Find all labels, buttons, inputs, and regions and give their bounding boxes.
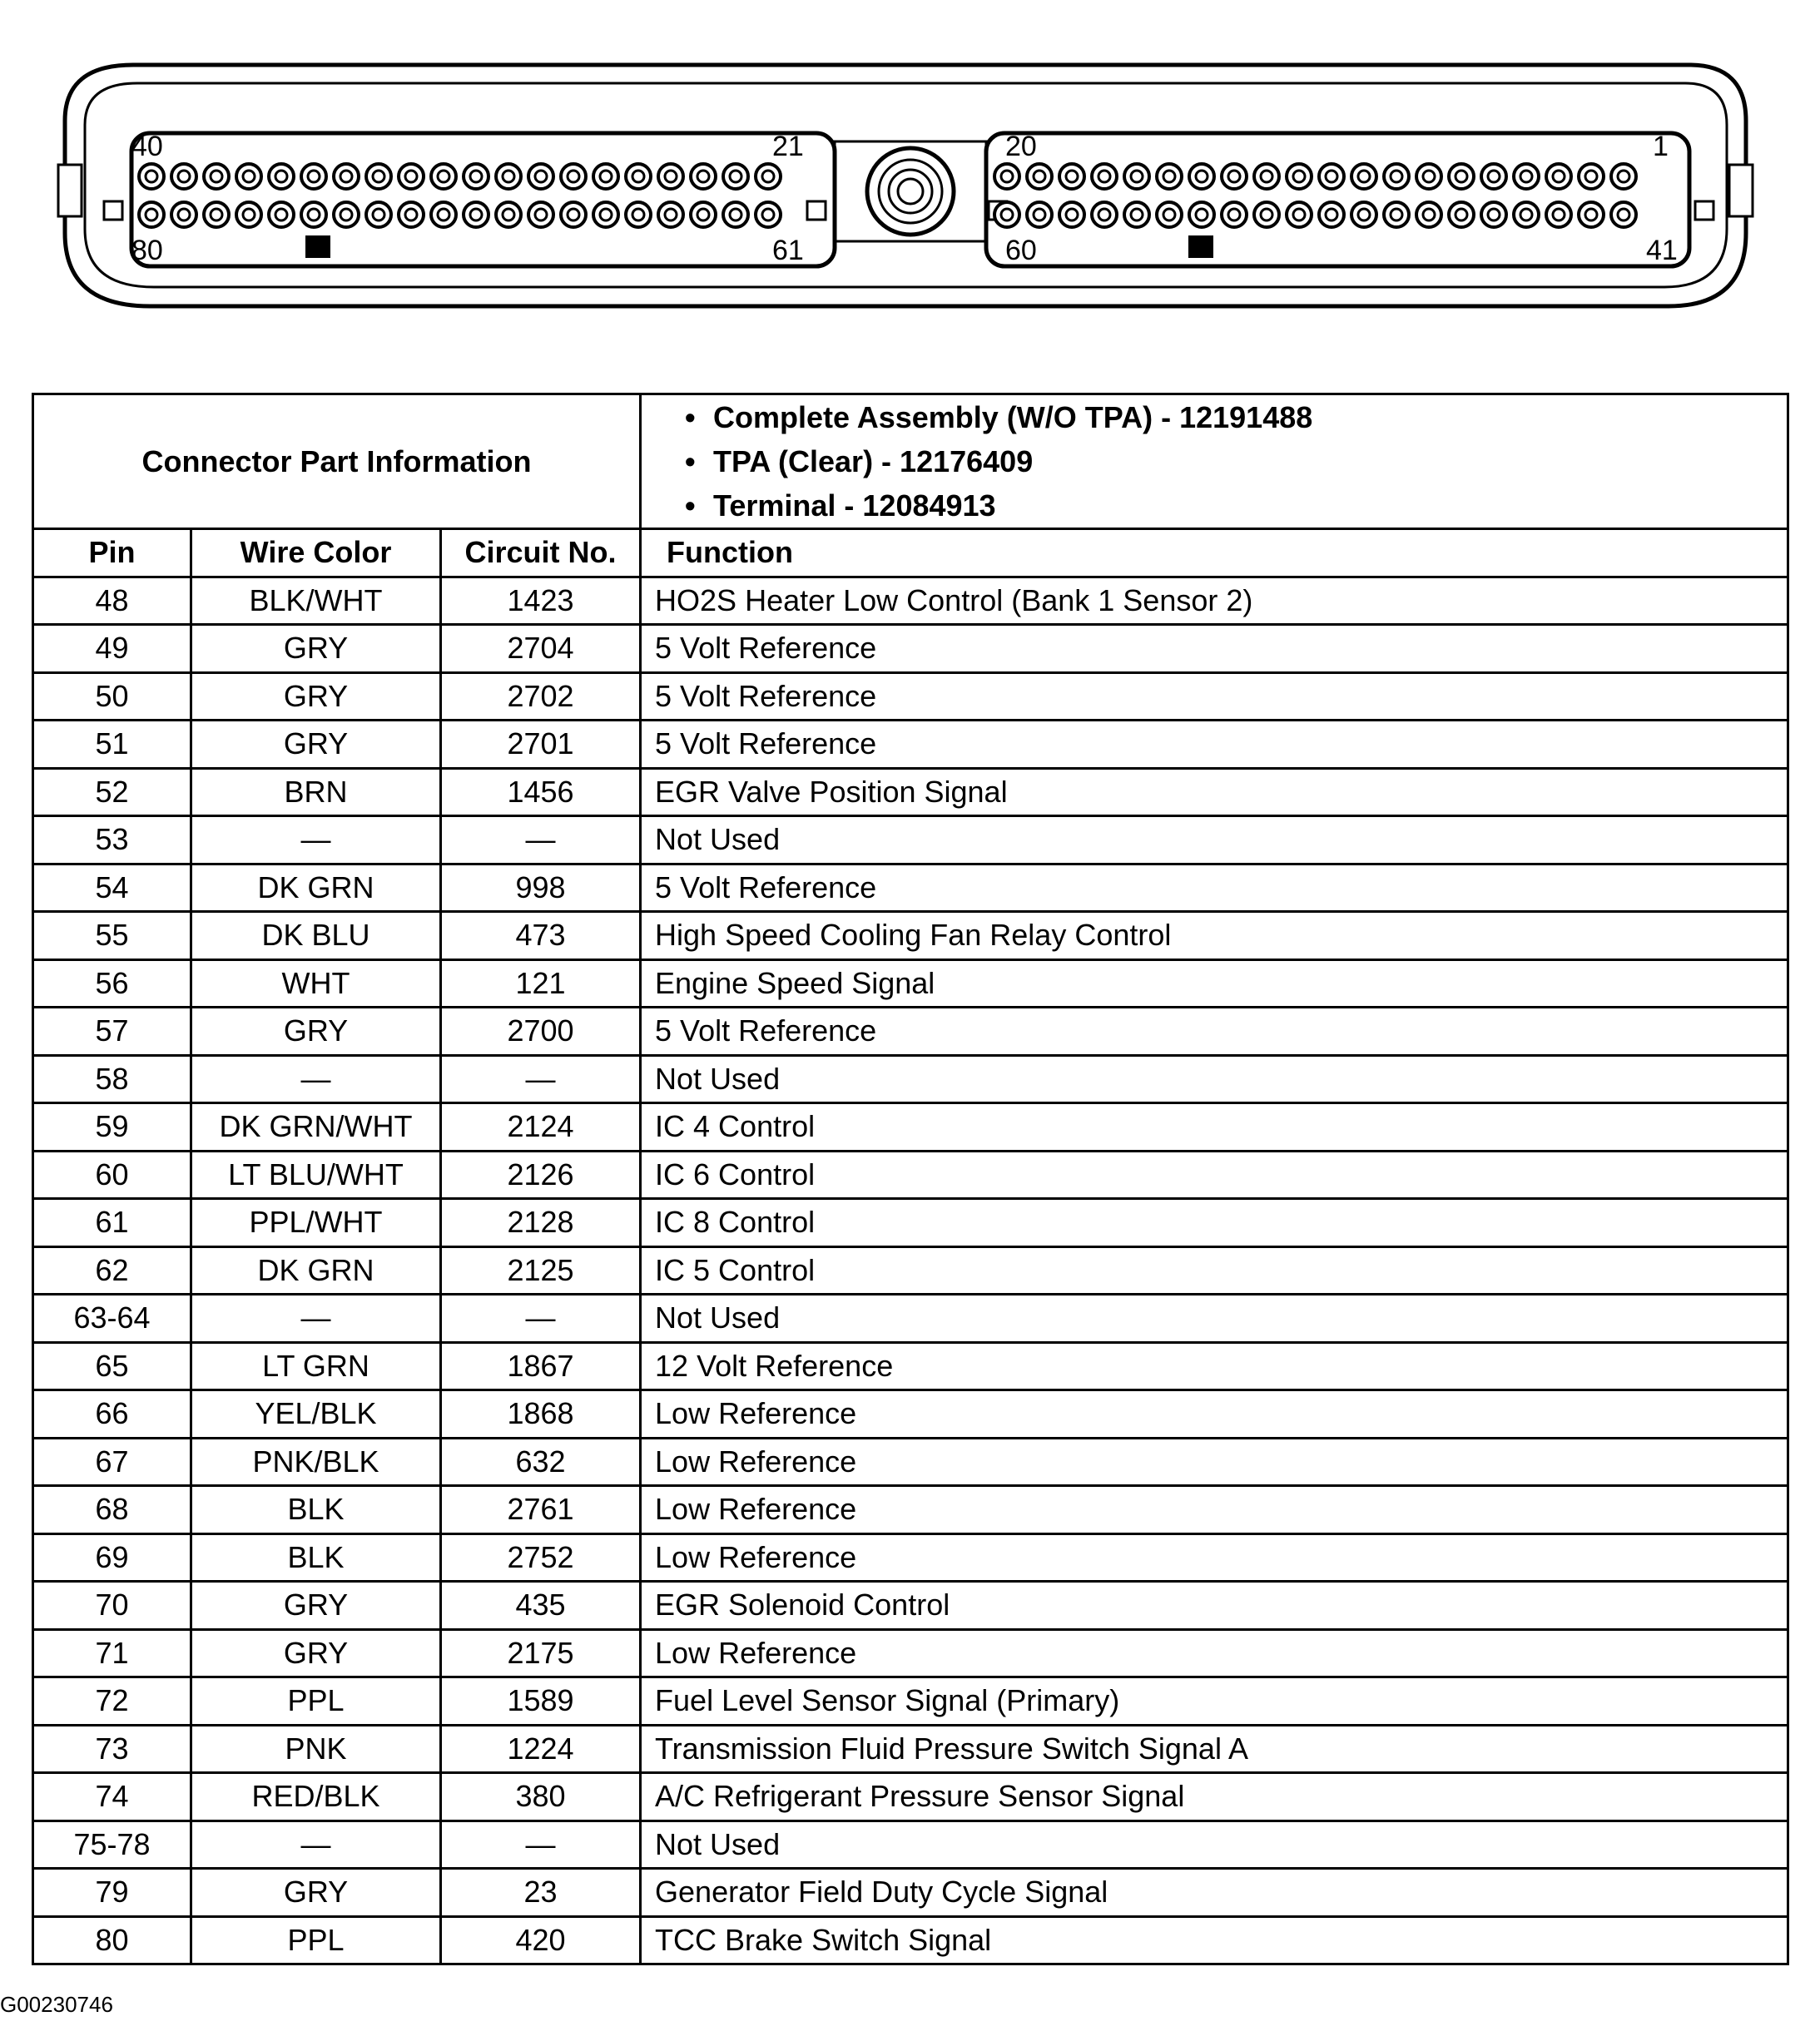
- function-cell: EGR Solenoid Control: [641, 1582, 1788, 1630]
- pin-socket-left: [399, 164, 424, 189]
- pin-socket-right: [1449, 202, 1474, 227]
- wire-color-cell: PPL: [191, 1677, 441, 1726]
- pin-socket-left: [431, 202, 456, 227]
- circuit-no-cell: —: [441, 1821, 641, 1869]
- pin-socket-left: [171, 202, 196, 227]
- pin-socket-left: [139, 164, 164, 189]
- part-info-list: [641, 394, 1788, 529]
- pin-socket-right: [1514, 164, 1539, 189]
- pin-socket-right: [1157, 202, 1182, 227]
- function-cell: IC 8 Control: [641, 1199, 1788, 1247]
- wire-color-cell: DK GRN: [191, 1246, 441, 1295]
- pin-socket-right: [1319, 202, 1344, 227]
- circuit-no-cell: 2701: [441, 721, 641, 769]
- function-cell: Not Used: [641, 1055, 1788, 1103]
- function-cell: Transmission Fluid Pressure Switch Signal A: [641, 1725, 1788, 1773]
- table-row: [33, 1533, 1788, 1582]
- pin-socket-left: [756, 164, 781, 189]
- circuit-no-cell: 2124: [441, 1103, 641, 1152]
- table-row: [33, 1869, 1788, 1917]
- pin-socket-left: [171, 164, 196, 189]
- right-key-mark: [1188, 235, 1213, 258]
- pin-socket-right: [1092, 164, 1117, 189]
- header-wire-color: Wire Color: [191, 529, 441, 577]
- pin-socket-left: [269, 202, 294, 227]
- pin-socket-left: [691, 164, 716, 189]
- pin-cell: 67: [33, 1438, 191, 1486]
- pin-socket-left: [561, 202, 586, 227]
- wire-color-cell: —: [191, 1055, 441, 1103]
- pin-socket-left: [464, 164, 488, 189]
- label-pin-80: 80: [131, 235, 163, 266]
- function-cell: HO2S Heater Low Control (Bank 1 Sensor 2): [641, 577, 1788, 625]
- pin-socket-left: [464, 202, 488, 227]
- circuit-no-cell: 2702: [441, 672, 641, 721]
- function-cell: A/C Refrigerant Pressure Sensor Signal: [641, 1773, 1788, 1821]
- pin-socket-right: [1222, 164, 1247, 189]
- wire-color-cell: GRY: [191, 625, 441, 673]
- circuit-no-cell: 2700: [441, 1008, 641, 1056]
- pin-cell: 65: [33, 1342, 191, 1390]
- circuit-no-cell: 1867: [441, 1342, 641, 1390]
- table-row: [33, 959, 1788, 1008]
- table-row: [33, 1246, 1788, 1295]
- wire-color-cell: PNK/BLK: [191, 1438, 441, 1486]
- pin-cell: 73: [33, 1725, 191, 1773]
- circuit-no-cell: 23: [441, 1869, 641, 1917]
- table-row: [33, 1677, 1788, 1726]
- pin-socket-left: [658, 202, 683, 227]
- table-row: [33, 1342, 1788, 1390]
- wire-color-cell: LT BLU/WHT: [191, 1151, 441, 1199]
- pin-socket-left: [139, 202, 164, 227]
- pin-socket-left: [626, 164, 651, 189]
- table-row: [33, 1486, 1788, 1534]
- circuit-no-cell: 2126: [441, 1151, 641, 1199]
- table-header-row: [33, 529, 1788, 577]
- circuit-no-cell: —: [441, 1295, 641, 1343]
- function-cell: Generator Field Duty Cycle Signal: [641, 1869, 1788, 1917]
- pin-socket-right: [1416, 202, 1441, 227]
- pin-cell: 71: [33, 1629, 191, 1677]
- table-row: [33, 1390, 1788, 1439]
- table-row: [33, 1916, 1788, 1964]
- label-pin-1: 1: [1653, 131, 1669, 162]
- table-row: [33, 912, 1788, 960]
- wire-color-cell: DK BLU: [191, 912, 441, 960]
- pin-socket-right: [1319, 164, 1344, 189]
- pin-socket-right: [1027, 164, 1052, 189]
- pin-socket-right: [1157, 164, 1182, 189]
- pin-socket-left: [301, 202, 326, 227]
- pin-cell: 48: [33, 577, 191, 625]
- label-pin-40: 40: [131, 131, 163, 162]
- pin-socket-right: [1189, 202, 1214, 227]
- pin-socket-left: [399, 202, 424, 227]
- pin-socket-right: [1124, 202, 1149, 227]
- table-row: [33, 1773, 1788, 1821]
- table-row: [33, 1103, 1788, 1152]
- label-pin-60: 60: [1005, 235, 1037, 266]
- circuit-no-cell: —: [441, 1055, 641, 1103]
- table-row: [33, 768, 1788, 816]
- pin-socket-left: [204, 164, 229, 189]
- wire-color-cell: GRY: [191, 721, 441, 769]
- pin-socket-right: [1189, 164, 1214, 189]
- function-cell: Not Used: [641, 1821, 1788, 1869]
- circuit-no-cell: 2125: [441, 1246, 641, 1295]
- table-row: [33, 1055, 1788, 1103]
- pin-socket-right: [1384, 164, 1409, 189]
- circuit-no-cell: 2704: [441, 625, 641, 673]
- pin-socket-left: [528, 164, 553, 189]
- circuit-no-cell: 1423: [441, 577, 641, 625]
- part-info-label: Connector Part Information: [33, 394, 641, 529]
- wire-color-cell: GRY: [191, 1582, 441, 1630]
- pin-socket-right: [1611, 164, 1636, 189]
- pin-cell: 53: [33, 816, 191, 864]
- pin-socket-right: [1222, 202, 1247, 227]
- pin-cell: 75-78: [33, 1821, 191, 1869]
- table-row: [33, 672, 1788, 721]
- circuit-no-cell: 2128: [441, 1199, 641, 1247]
- pin-socket-right: [1287, 202, 1312, 227]
- left-side-tab: [58, 165, 82, 216]
- circuit-no-cell: 380: [441, 1773, 641, 1821]
- pin-socket-right: [1059, 164, 1084, 189]
- part-info-item: • Terminal - 12084913: [685, 483, 1787, 528]
- pin-socket-right: [1124, 164, 1149, 189]
- wire-color-cell: BRN: [191, 768, 441, 816]
- table-row: [33, 577, 1788, 625]
- left-pin-block: [131, 133, 835, 266]
- pin-socket-right: [1384, 202, 1409, 227]
- function-cell: Low Reference: [641, 1390, 1788, 1439]
- figure-id: G00230746: [0, 1992, 113, 2017]
- pin-cell: 57: [33, 1008, 191, 1056]
- table-row: [33, 1008, 1788, 1056]
- pin-cell: 60: [33, 1151, 191, 1199]
- pin-socket-right: [1481, 164, 1506, 189]
- function-cell: Not Used: [641, 816, 1788, 864]
- pin-cell: 58: [33, 1055, 191, 1103]
- right-side-tab: [1729, 165, 1753, 216]
- wire-color-cell: WHT: [191, 959, 441, 1008]
- pin-socket-left: [528, 202, 553, 227]
- circuit-no-cell: 435: [441, 1582, 641, 1630]
- pin-socket-left: [756, 202, 781, 227]
- pin-cell: 50: [33, 672, 191, 721]
- function-cell: 5 Volt Reference: [641, 625, 1788, 673]
- right-pin-block: [986, 133, 1689, 266]
- pin-socket-left: [334, 202, 359, 227]
- wire-color-cell: BLK: [191, 1533, 441, 1582]
- wire-color-cell: PPL: [191, 1916, 441, 1964]
- pin-socket-left: [723, 164, 748, 189]
- pin-cell: 79: [33, 1869, 191, 1917]
- pin-socket-right: [1416, 164, 1441, 189]
- pin-cell: 61: [33, 1199, 191, 1247]
- wire-color-cell: GRY: [191, 1008, 441, 1056]
- function-cell: 12 Volt Reference: [641, 1342, 1788, 1390]
- pin-cell: 68: [33, 1486, 191, 1534]
- header-circuit-no: Circuit No.: [441, 529, 641, 577]
- pin-cell: 59: [33, 1103, 191, 1152]
- label-pin-41: 41: [1646, 235, 1678, 266]
- label-pin-21: 21: [772, 131, 804, 162]
- pin-socket-left: [431, 164, 456, 189]
- table-row: [33, 1438, 1788, 1486]
- pin-socket-right: [1449, 164, 1474, 189]
- circuit-no-cell: 473: [441, 912, 641, 960]
- pin-cell: 63-64: [33, 1295, 191, 1343]
- wire-color-cell: PPL/WHT: [191, 1199, 441, 1247]
- pin-socket-left: [236, 164, 261, 189]
- pin-socket-right: [1059, 202, 1084, 227]
- circuit-no-cell: 2761: [441, 1486, 641, 1534]
- pin-socket-left: [334, 164, 359, 189]
- pin-socket-right: [1546, 164, 1571, 189]
- table-row: [33, 1151, 1788, 1199]
- function-cell: EGR Valve Position Signal: [641, 768, 1788, 816]
- circuit-no-cell: 1589: [441, 1677, 641, 1726]
- pin-socket-right: [1579, 164, 1604, 189]
- pin-cell: 74: [33, 1773, 191, 1821]
- part-info-item: • Complete Assembly (W/O TPA) - 12191488: [685, 395, 1787, 439]
- pin-cell: 62: [33, 1246, 191, 1295]
- pin-cell: 66: [33, 1390, 191, 1439]
- pin-cell: 72: [33, 1677, 191, 1726]
- pin-cell: 69: [33, 1533, 191, 1582]
- wire-color-cell: YEL/BLK: [191, 1390, 441, 1439]
- table-row: [33, 1821, 1788, 1869]
- table-row: [33, 1725, 1788, 1773]
- pin-socket-left: [366, 164, 391, 189]
- pin-socket-right: [1254, 164, 1279, 189]
- label-pin-61: 61: [772, 235, 804, 266]
- function-cell: Low Reference: [641, 1533, 1788, 1582]
- pin-socket-right: [1351, 202, 1376, 227]
- wire-color-cell: —: [191, 1295, 441, 1343]
- function-cell: 5 Volt Reference: [641, 721, 1788, 769]
- left-key-mark: [305, 235, 330, 258]
- wire-color-cell: —: [191, 1821, 441, 1869]
- pin-table: [32, 393, 1789, 1965]
- circuit-no-cell: 420: [441, 1916, 641, 1964]
- function-cell: 5 Volt Reference: [641, 1008, 1788, 1056]
- wire-color-cell: PNK: [191, 1725, 441, 1773]
- pin-socket-right: [1579, 202, 1604, 227]
- pin-socket-left: [723, 202, 748, 227]
- pin-socket-left: [691, 202, 716, 227]
- pin-socket-right: [994, 202, 1019, 227]
- pin-cell: 51: [33, 721, 191, 769]
- function-cell: Low Reference: [641, 1629, 1788, 1677]
- pin-socket-left: [496, 202, 521, 227]
- circuit-no-cell: 121: [441, 959, 641, 1008]
- latch-square-center-left: [807, 201, 826, 220]
- pin-cell: 70: [33, 1582, 191, 1630]
- pin-socket-left: [658, 164, 683, 189]
- table-row: [33, 864, 1788, 912]
- pin-socket-left: [204, 202, 229, 227]
- header-pin: Pin: [33, 529, 191, 577]
- circuit-no-cell: —: [441, 816, 641, 864]
- function-cell: 5 Volt Reference: [641, 864, 1788, 912]
- circuit-no-cell: 1868: [441, 1390, 641, 1439]
- pin-socket-left: [626, 202, 651, 227]
- function-cell: High Speed Cooling Fan Relay Control: [641, 912, 1788, 960]
- wire-color-cell: DK GRN: [191, 864, 441, 912]
- table-row: [33, 1199, 1788, 1247]
- wire-color-cell: RED/BLK: [191, 1773, 441, 1821]
- function-cell: Low Reference: [641, 1486, 1788, 1534]
- wire-color-cell: DK GRN/WHT: [191, 1103, 441, 1152]
- pin-socket-right: [1351, 164, 1376, 189]
- latch-square-left: [104, 201, 122, 220]
- wire-color-cell: GRY: [191, 672, 441, 721]
- pin-cell: 54: [33, 864, 191, 912]
- function-cell: IC 4 Control: [641, 1103, 1788, 1152]
- table-row: [33, 721, 1788, 769]
- wire-color-cell: GRY: [191, 1869, 441, 1917]
- pin-socket-left: [301, 164, 326, 189]
- circuit-no-cell: 1456: [441, 768, 641, 816]
- table-row: [33, 1295, 1788, 1343]
- wire-color-cell: BLK: [191, 1486, 441, 1534]
- pin-cell: 49: [33, 625, 191, 673]
- pin-cell: 80: [33, 1916, 191, 1964]
- function-cell: TCC Brake Switch Signal: [641, 1916, 1788, 1964]
- pin-socket-right: [1546, 202, 1571, 227]
- table-row: [33, 816, 1788, 864]
- pin-socket-left: [593, 164, 618, 189]
- function-cell: 5 Volt Reference: [641, 672, 1788, 721]
- pin-socket-right: [1514, 202, 1539, 227]
- pin-socket-right: [1287, 164, 1312, 189]
- pin-socket-right: [1092, 202, 1117, 227]
- connector-diagram: [0, 0, 1820, 349]
- circuit-no-cell: 2175: [441, 1629, 641, 1677]
- part-info-row: [33, 394, 1788, 529]
- header-function: Function: [641, 529, 1788, 577]
- circuit-no-cell: 998: [441, 864, 641, 912]
- label-pin-20: 20: [1005, 131, 1037, 162]
- function-cell: Engine Speed Signal: [641, 959, 1788, 1008]
- pin-cell: 52: [33, 768, 191, 816]
- pin-socket-left: [269, 164, 294, 189]
- circuit-no-cell: 1224: [441, 1725, 641, 1773]
- part-info-item: • TPA (Clear) - 12176409: [685, 439, 1787, 483]
- table-row: [33, 1629, 1788, 1677]
- pin-socket-left: [593, 202, 618, 227]
- pin-socket-right: [1027, 202, 1052, 227]
- wire-color-cell: LT GRN: [191, 1342, 441, 1390]
- wire-color-cell: BLK/WHT: [191, 577, 441, 625]
- pin-socket-left: [366, 202, 391, 227]
- pin-cell: 56: [33, 959, 191, 1008]
- table-row: [33, 625, 1788, 673]
- center-hub-icon: [867, 148, 954, 235]
- pin-socket-right: [994, 164, 1019, 189]
- table-row: [33, 1582, 1788, 1630]
- wire-color-cell: —: [191, 816, 441, 864]
- pin-cell: 55: [33, 912, 191, 960]
- pin-socket-left: [236, 202, 261, 227]
- circuit-no-cell: 2752: [441, 1533, 641, 1582]
- wire-color-cell: GRY: [191, 1629, 441, 1677]
- function-cell: Not Used: [641, 1295, 1788, 1343]
- function-cell: Low Reference: [641, 1438, 1788, 1486]
- function-cell: IC 6 Control: [641, 1151, 1788, 1199]
- pin-socket-right: [1254, 202, 1279, 227]
- pin-socket-right: [1611, 202, 1636, 227]
- circuit-no-cell: 632: [441, 1438, 641, 1486]
- pin-socket-left: [561, 164, 586, 189]
- pin-socket-right: [1481, 202, 1506, 227]
- function-cell: IC 5 Control: [641, 1246, 1788, 1295]
- function-cell: Fuel Level Sensor Signal (Primary): [641, 1677, 1788, 1726]
- pin-socket-left: [496, 164, 521, 189]
- latch-square-right: [1695, 201, 1713, 220]
